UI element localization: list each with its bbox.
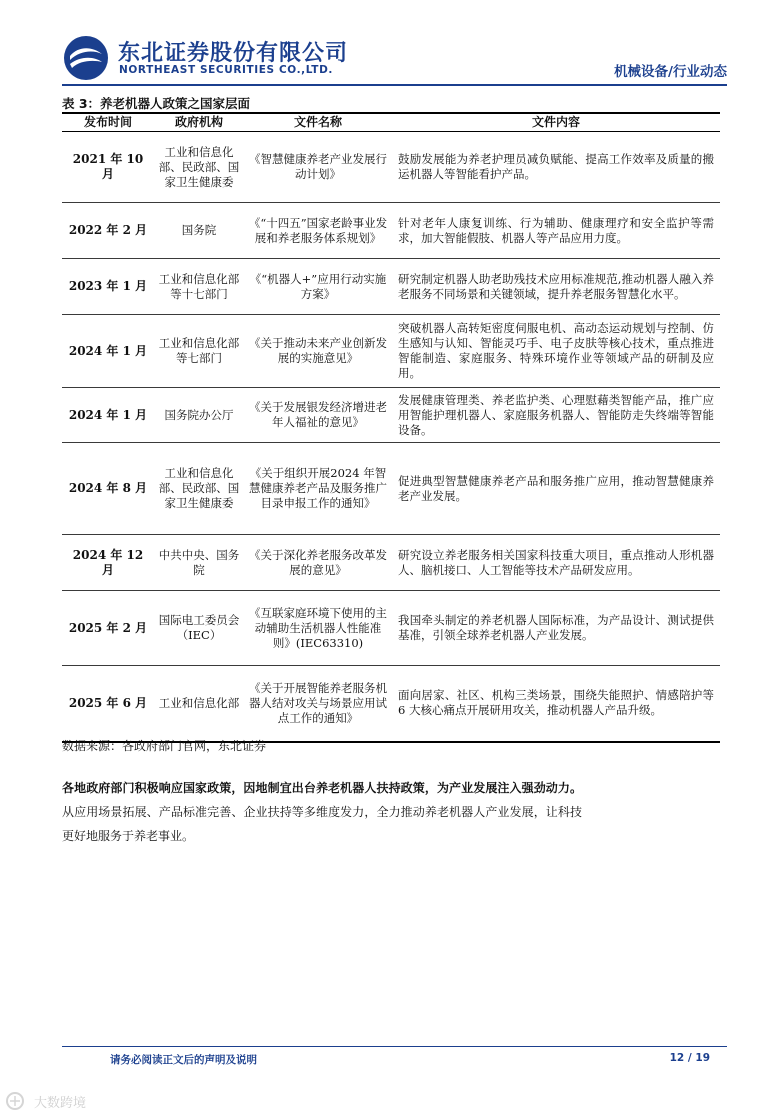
cell-agency: 工业和信息化部等十七部门 bbox=[154, 259, 244, 315]
cell-date: 2025 年 6 月 bbox=[62, 666, 154, 742]
cell-content: 研究设立养老服务相关国家科技重大项目，重点推动人形机器人、脑机接口、人工智能等技术产品研发应用。 bbox=[392, 535, 720, 591]
company-name-cn: 东北证券股份有限公司 bbox=[118, 41, 349, 66]
table-row bbox=[62, 259, 720, 315]
table-header-row bbox=[62, 113, 720, 132]
cell-agency: 中共中央、国务院 bbox=[154, 535, 244, 591]
cell-content: 我国牵头制定的养老机器人国际标准，为产品设计、测试提供基准，引领全球养老机器人产业发展。 bbox=[392, 591, 720, 666]
cell-content: 鼓励发展能为养老护理员减负赋能、提高工作效率及质量的搬运机器人等智能看护产品。 bbox=[392, 132, 720, 203]
col-header-date: 发布时间 bbox=[62, 113, 154, 132]
cell-date: 2022 年 2 月 bbox=[62, 203, 154, 259]
company-name-en: NORTHEAST SECURITIES CO.,LTD. bbox=[119, 64, 333, 76]
cell-date: 2024 年 1 月 bbox=[62, 315, 154, 388]
table-row bbox=[62, 591, 720, 666]
cell-document: 《“十四五”国家老龄事业发展和养老服务体系规划》 bbox=[244, 203, 392, 259]
table-row bbox=[62, 315, 720, 388]
cell-date: 2023 年 1 月 bbox=[62, 259, 154, 315]
paragraph-bold-lead: 各地政府部门积极响应国家政策，因地制宜出台养老机器人扶持政策，为产业发展注入强劲动力。 bbox=[62, 781, 582, 795]
report-section-tag: 机械设备/行业动态 bbox=[614, 64, 727, 80]
cell-content: 发展健康管理类、养老监护类、心理慰藉类智能产品，推广应用智能护理机器人、家庭服务机器人、智能防走失终端等智能设备。 bbox=[392, 388, 720, 443]
table-row bbox=[62, 666, 720, 742]
cell-content: 研究制定机器人助老助残技术应用标准规范,推动机器人融入养老服务不同场景和关键领域，提升养老服务智慧化水平。 bbox=[392, 259, 720, 315]
col-header-content: 文件内容 bbox=[392, 113, 720, 132]
cell-date: 2021 年 10 月 bbox=[62, 132, 154, 203]
col-header-agency: 政府机构 bbox=[154, 113, 244, 132]
cell-document: 《智慧健康养老产业发展行动计划》 bbox=[244, 132, 392, 203]
company-logo-icon bbox=[62, 34, 110, 82]
cell-date: 2025 年 2 月 bbox=[62, 591, 154, 666]
cell-agency: 工业和信息化部、民政部、国家卫生健康委 bbox=[154, 443, 244, 535]
watermark-logo-icon bbox=[4, 1090, 34, 1112]
cell-agency: 国务院 bbox=[154, 203, 244, 259]
cell-content: 面向居家、社区、机构三类场景，围绕失能照护、情感陪护等 6 大核心痛点开展研用攻关，推动机器人产品升级。 bbox=[392, 666, 720, 742]
table-row bbox=[62, 203, 720, 259]
cell-document: 《关于开展智能养老服务机器人结对攻关与场景应用试点工作的通知》 bbox=[244, 666, 392, 742]
cell-date: 2024 年 1 月 bbox=[62, 388, 154, 443]
cell-document: 《关于组织开展2024 年智慧健康养老产品及服务推广目录申报工作的通知》 bbox=[244, 443, 392, 535]
cell-document: 《关于发展银发经济增进老年人福祉的意见》 bbox=[244, 388, 392, 443]
table-row bbox=[62, 132, 720, 203]
cell-content: 突破机器人高转矩密度伺服电机、高动态运动规划与控制、仿生感知与认知、智能灵巧手、电子皮肤等核心技术，重点推进智能制造、家庭服务、特殊环境作业等领域产品的研制及应用。 bbox=[392, 315, 720, 388]
cell-document: 《关于推动未来产业创新发展的实施意见》 bbox=[244, 315, 392, 388]
cell-agency: 工业和信息化部、民政部、国家卫生健康委 bbox=[154, 132, 244, 203]
table-title: 表 3：养老机器人政策之国家层面 bbox=[62, 96, 251, 111]
cell-content: 促进典型智慧健康养老产品和服务推广应用，推动智慧健康养老产业发展。 bbox=[392, 443, 720, 535]
cell-agency: 国际电工委员会（IEC） bbox=[154, 591, 244, 666]
watermark-text: 大数跨境 bbox=[34, 1096, 87, 1111]
body-paragraph bbox=[62, 776, 582, 848]
cell-agency: 国务院办公厅 bbox=[154, 388, 244, 443]
paragraph-text: 从应用场景拓展、产品标准完善、企业扶持等多维度发力，全力推动养老机器人产业发展，让科技更好地服务于养老事业。 bbox=[62, 805, 582, 843]
cell-agency: 工业和信息化部等七部门 bbox=[154, 315, 244, 388]
header-divider bbox=[62, 84, 727, 86]
footer-divider bbox=[62, 1046, 727, 1047]
data-source-note: 数据来源：各政府部门官网，东北证券 bbox=[62, 739, 267, 753]
cell-content: 针对老年人康复训练、行为辅助、健康理疗和安全监护等需求，加大智能假肢、机器人等产品应用力度。 bbox=[392, 203, 720, 259]
table-row bbox=[62, 443, 720, 535]
table-row bbox=[62, 535, 720, 591]
cell-date: 2024 年 12 月 bbox=[62, 535, 154, 591]
policy-table bbox=[62, 112, 720, 743]
table-row bbox=[62, 388, 720, 443]
cell-document: 《“机器人+”应用行动实施方案》 bbox=[244, 259, 392, 315]
cell-document: 《关于深化养老服务改革发展的意见》 bbox=[244, 535, 392, 591]
cell-date: 2024 年 8 月 bbox=[62, 443, 154, 535]
page-number: 12 / 19 bbox=[669, 1052, 710, 1064]
cell-document: 《互联家庭环境下使用的主动辅助生活机器人性能准则》(IEC63310) bbox=[244, 591, 392, 666]
page-header bbox=[62, 34, 727, 84]
cell-agency: 工业和信息化部 bbox=[154, 666, 244, 742]
col-header-document: 文件名称 bbox=[244, 113, 392, 132]
disclaimer-note: 请务必阅读正文后的声明及说明 bbox=[110, 1054, 257, 1066]
